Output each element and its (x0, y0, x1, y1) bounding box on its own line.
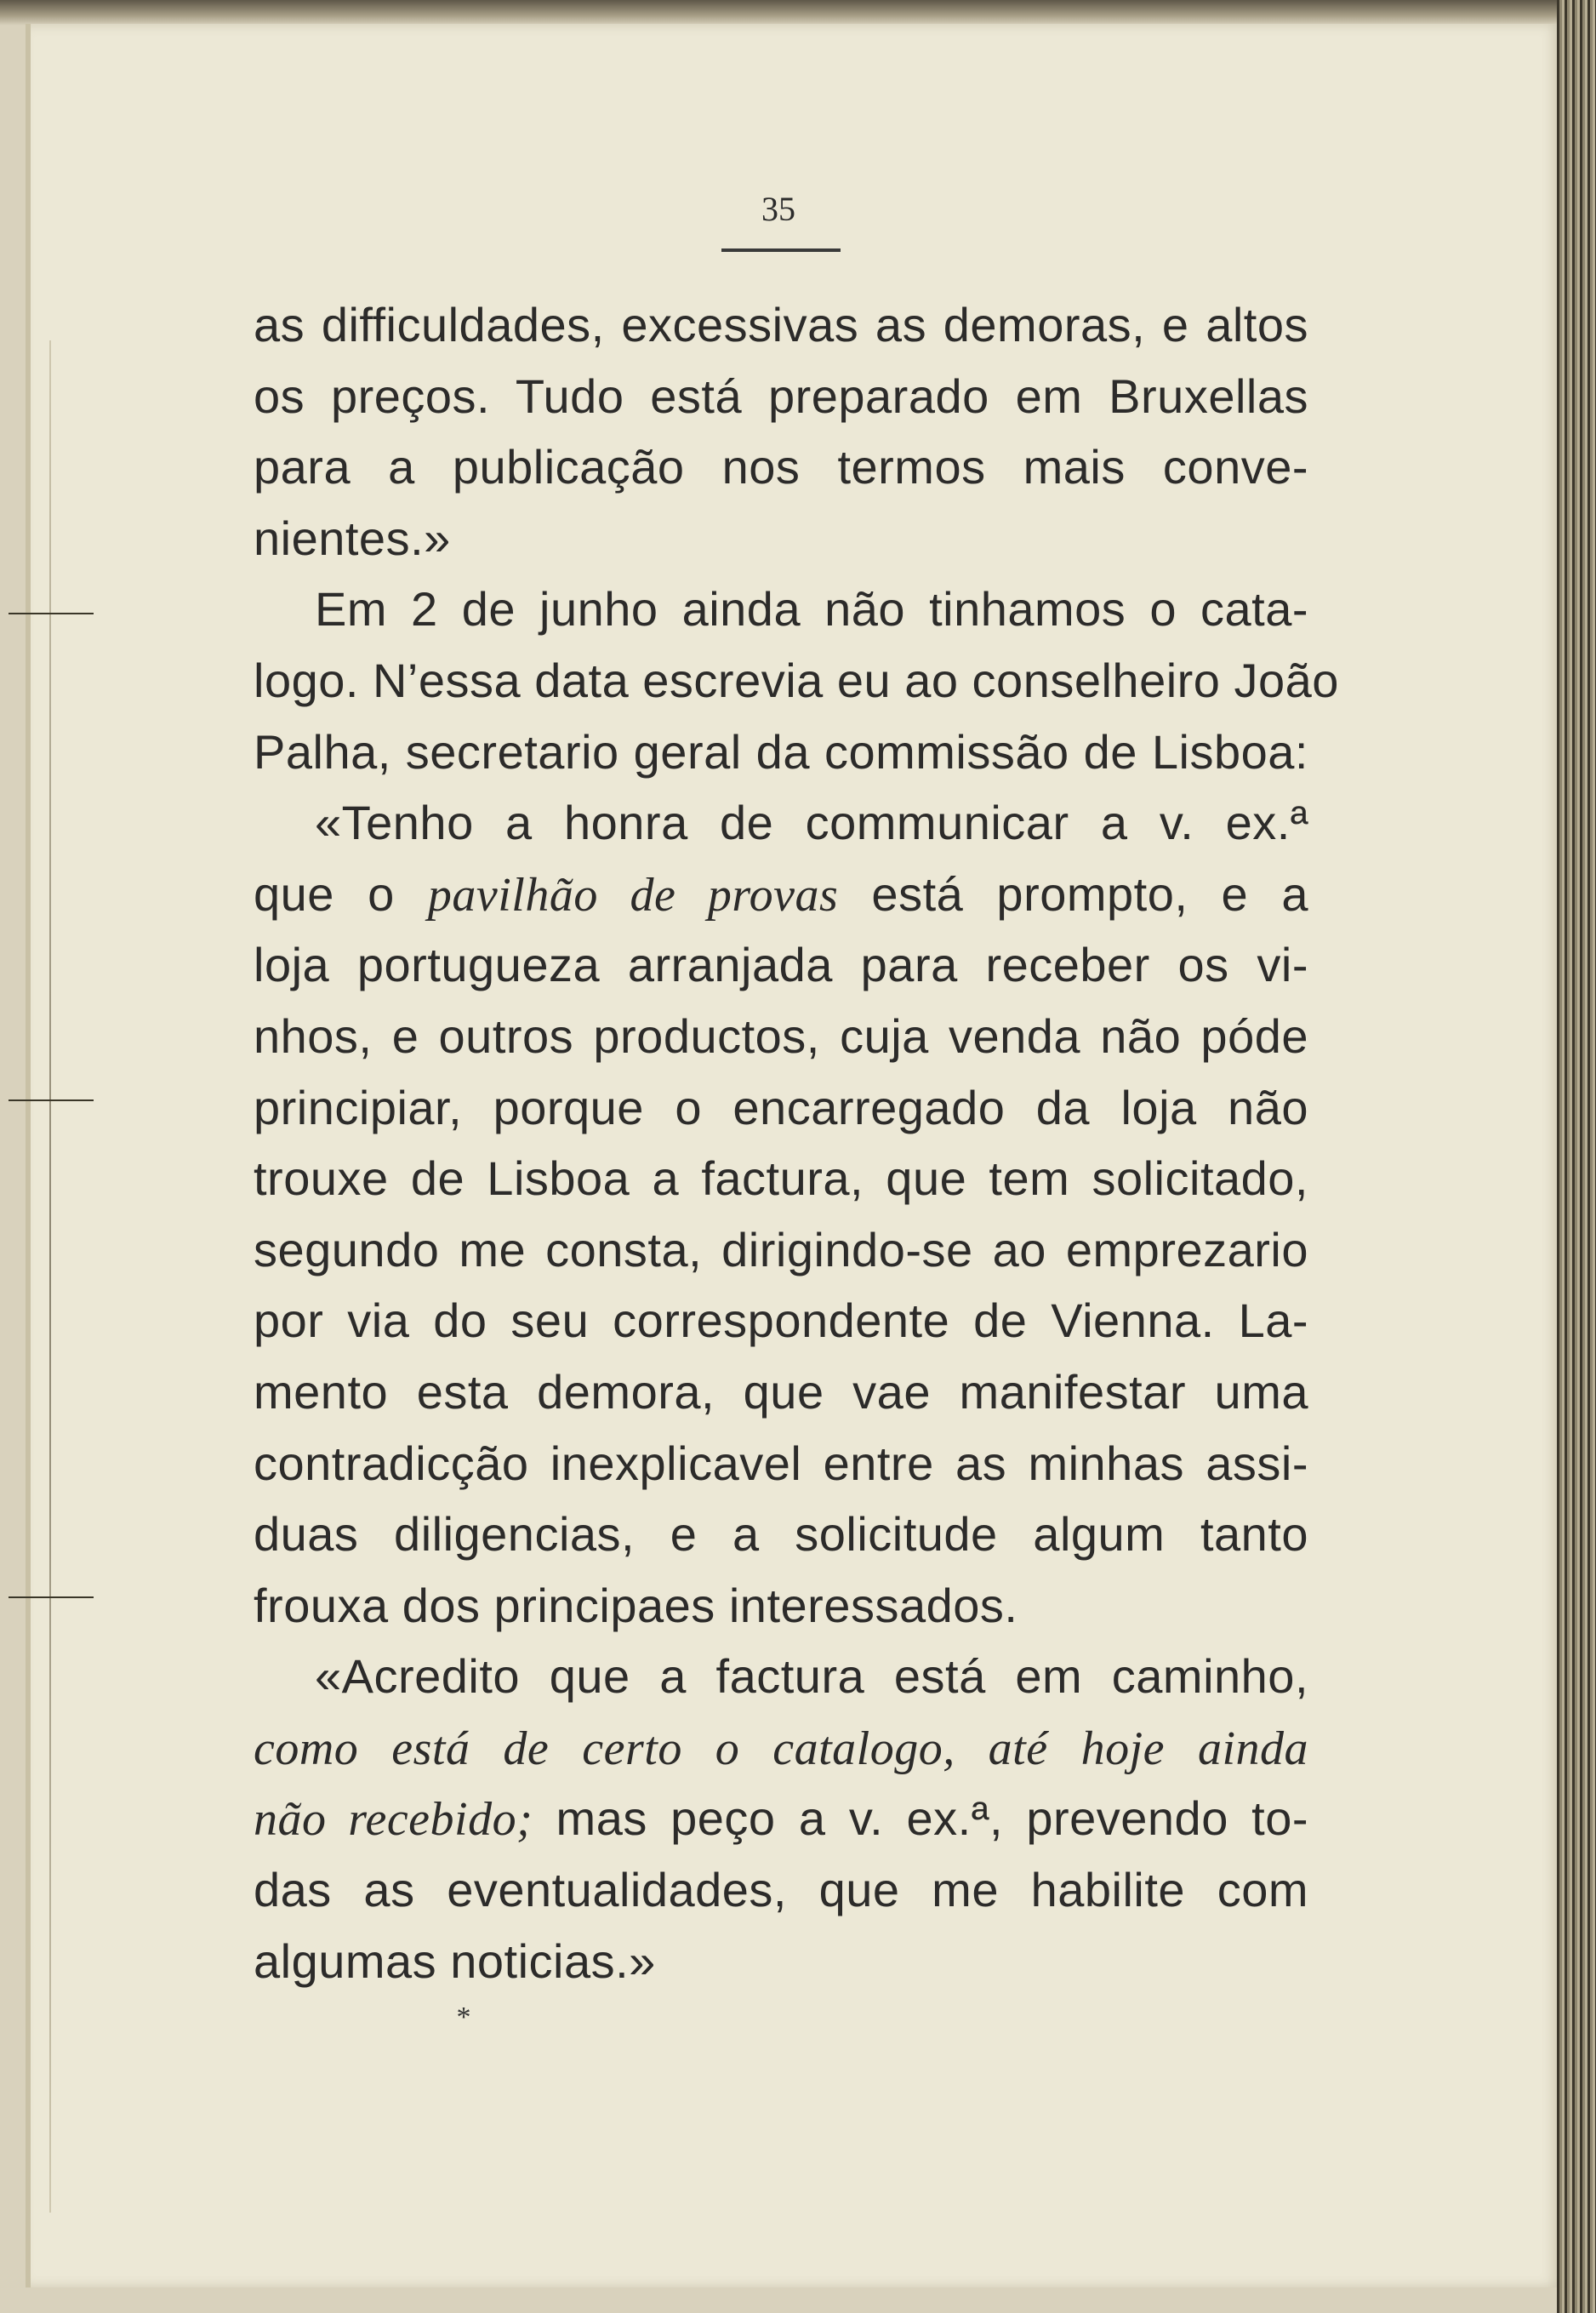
page-number: 35 (761, 190, 795, 228)
italic-phrase: como está de certo o catalogo, até hoje ainda (254, 1722, 1308, 1775)
text-line: duas diligencias, e a solicitude algum tanto (254, 1507, 1308, 1562)
text-segment: que o (254, 866, 395, 921)
text-segment: mas peço a v. ex.ª, prevendo to- (556, 1791, 1308, 1846)
gutter-mark (9, 1596, 94, 1598)
text-line (254, 1783, 1308, 1854)
text-line: por via do seu correspondente de Vienna. La- (254, 1294, 1308, 1348)
text-line: principiar, porque o encarregado da loja não (254, 1080, 1308, 1134)
text-line: «Tenho a honra de communicar a v. ex.ª (315, 796, 1308, 850)
book-fore-edge (1557, 0, 1596, 2313)
text-line: nientes.» (254, 511, 451, 565)
text-line: os preços. Tudo está preparado em Bruxellas (254, 368, 1308, 423)
page-number-rule (721, 248, 841, 252)
text-line: das as eventualidades, que me habilite com (254, 1863, 1308, 1917)
italic-phrase: pavilhão de provas (427, 868, 839, 922)
text-line: mento esta demora, que vae manifestar uma (254, 1364, 1308, 1419)
gutter-line (49, 340, 51, 2213)
italic-phrase: não recebido; (254, 1793, 533, 1847)
body-text (254, 289, 1339, 1996)
text-line: frouxa dos principaes interessados. (254, 1578, 1018, 1632)
text-line: segundo me consta, dirigindo-se ao emprezario (254, 1222, 1308, 1276)
text-segment: está prompto, e a (871, 866, 1308, 921)
book-top-edge (0, 0, 1596, 26)
text-line: loja portugueza arranjada para receber os vi- (254, 938, 1308, 992)
text-line (254, 859, 1308, 930)
asterisk-ornament: * (456, 2002, 471, 2033)
text-line (254, 1712, 1308, 1784)
text-line: as difficuldades, excessivas as demoras, e altos (254, 298, 1308, 351)
text-line: Em 2 de junho ainda não tinhamos o cata- (315, 582, 1308, 637)
text-line: «Acredito que a factura está em caminho, (315, 1649, 1308, 1704)
gutter-mark (9, 613, 94, 614)
text-line: para a publicação nos termos mais conve- (254, 440, 1308, 494)
text-line: contradicção inexplicavel entre as minhas assi- (254, 1436, 1308, 1490)
text-line: algumas noticias.» (254, 1933, 656, 1988)
gutter-mark (9, 1099, 94, 1101)
text-line: trouxe de Lisboa a factura, que tem solicitado, (254, 1151, 1308, 1206)
text-line: logo. N’essa data escrevia eu ao conselheiro João (254, 653, 1339, 707)
text-line: Palha, secretario geral da commissão de Lisboa: (254, 724, 1308, 779)
text-line: nhos, e outros productos, cuja venda não póde (254, 1008, 1308, 1063)
